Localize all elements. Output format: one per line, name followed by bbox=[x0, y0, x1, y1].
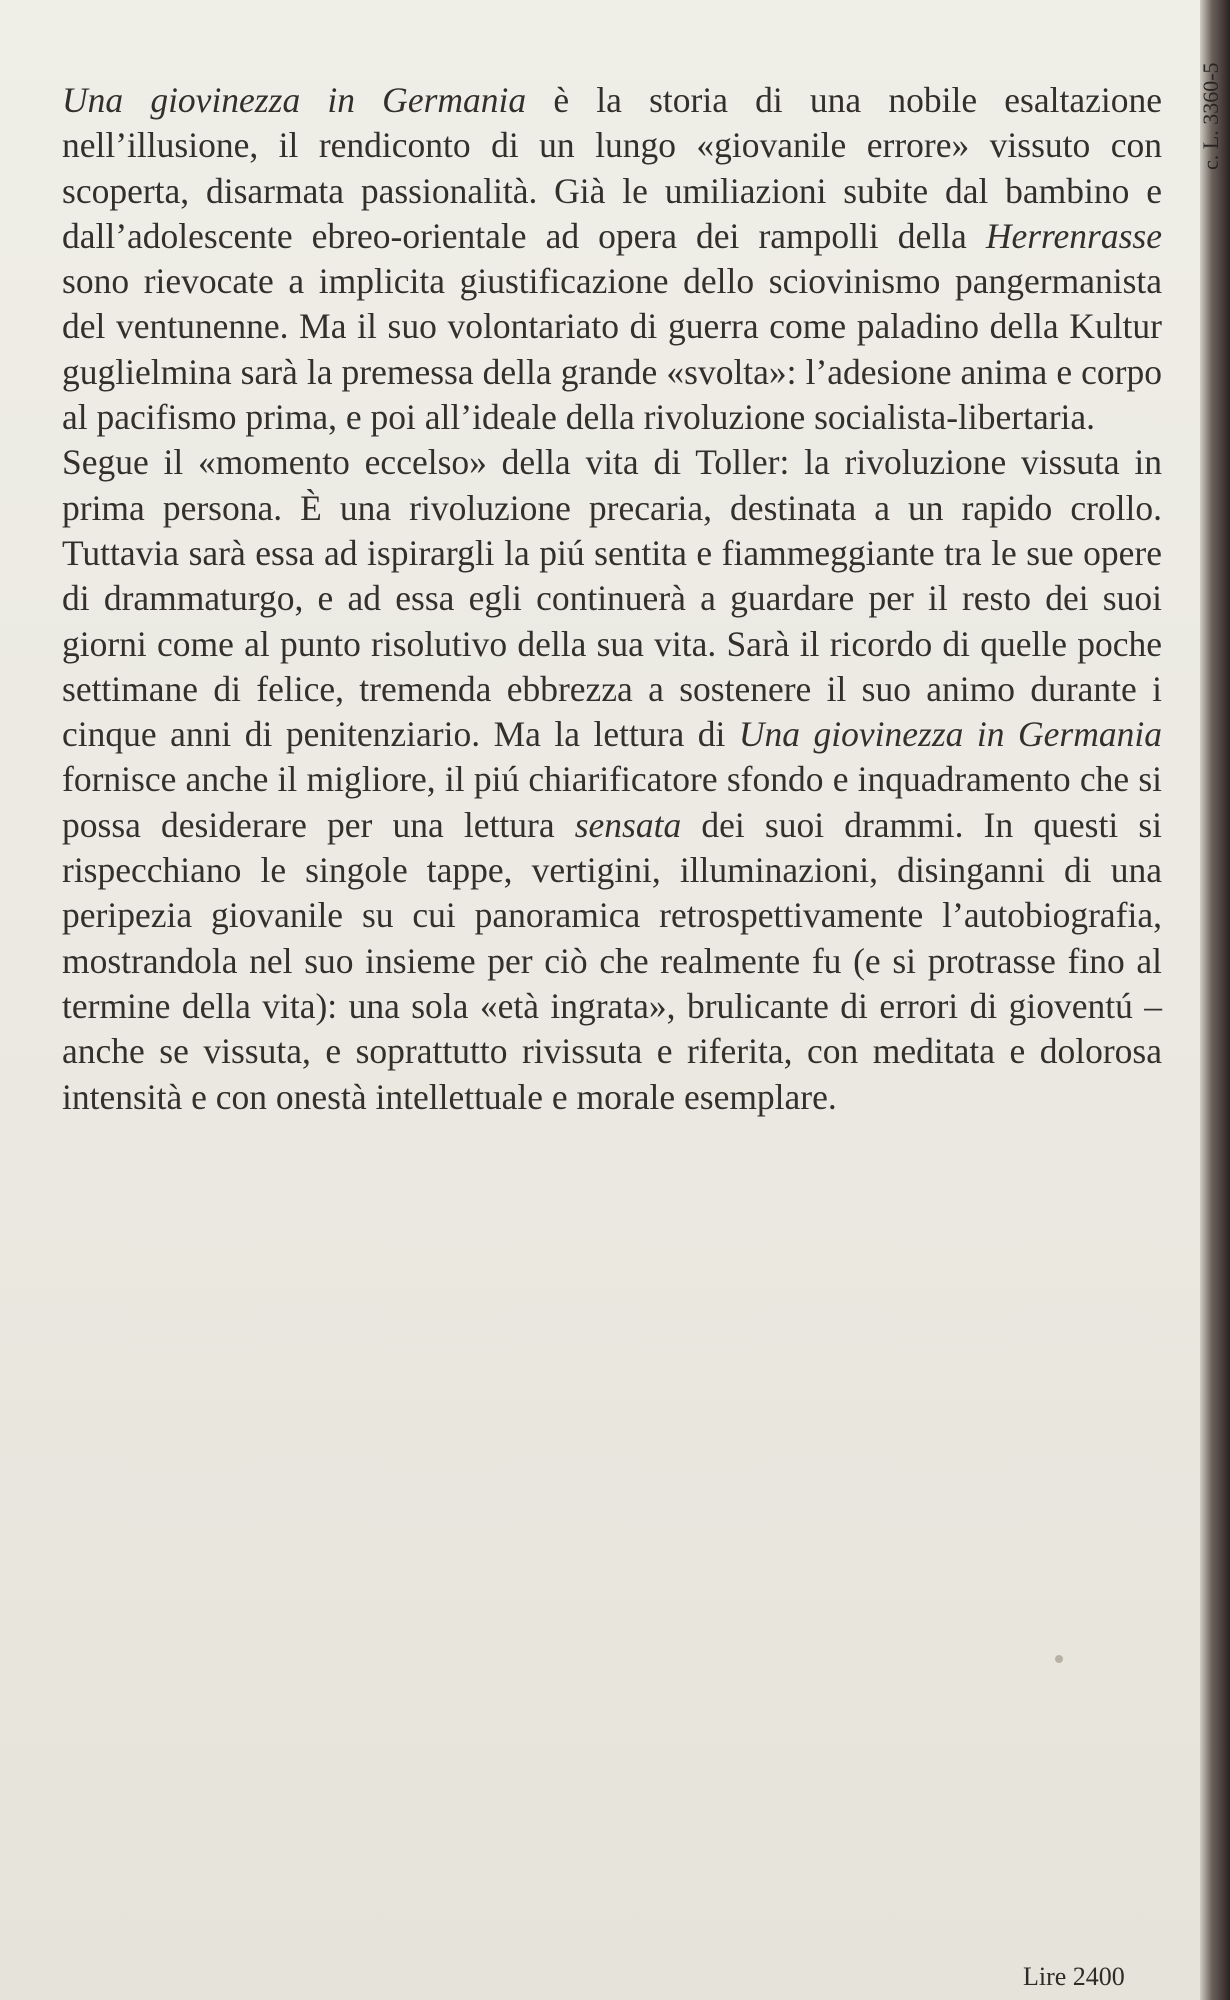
term-herrenrasse: Herrenrasse bbox=[985, 215, 1162, 256]
book-spine-edge bbox=[1200, 0, 1230, 2000]
book-title: Una giovinezza in Germania bbox=[738, 714, 1162, 755]
price-label: Lire 2400 bbox=[1023, 1962, 1125, 1991]
catalog-code: c. L. 3360-5 bbox=[1198, 62, 1223, 170]
blurb-text bbox=[62, 78, 1162, 1120]
blurb-paragraph-2: Segue il «momento eccelso» della vita di Toller: la rivoluzione vissuta in prima persona. È una rivoluzione precaria, destinata a un rapido crollo. Tuttavia sarà essa ad ispirargli la piú sentita e fiammeggiante tra le sue opere di drammaturgo, e ad essa egli continuerà a guardare per il resto dei suoi giorni come al punto risolutivo della sua vita. Sarà il ricordo di quelle poche settimane di felice, tremenda ebbrezza a sostenere il suo animo durante i cinque anni di penitenziario. Ma la lettura di Una giovinezza in Germania fornisce anche il migliore, il piú chiarificatore sfondo e inquadramento che si possa desiderare per una lettura sensata dei suoi drammi. In questi si rispecchiano le singole tappe, vertigini, illuminazioni, disinganni di una peripezia giovanile su cui panoramica retrospettivamente l’autobiografia, mostrandola nel suo insieme per ciò che realmente fu (e si protrasse fino al termine della vita): una sola «età ingrata», brulicante di errori di gioventú – anche se vissuta, e soprattutto rivissuta e riferita, con meditata e dolorosa intensità e con onestà intellettuale e morale esemplare. bbox=[62, 442, 1163, 1117]
paper-speck bbox=[1055, 1655, 1063, 1663]
book-title: Una giovinezza in Germania bbox=[62, 80, 527, 120]
term-sensata: sensata bbox=[574, 804, 682, 845]
blurb-paragraph-1: Una giovinezza in Germania è la storia di una nobile esaltazione nell’illusione, il rendiconto di un lungo «giovanile errore» vissuto con scoperta, disarmata passionalità. Già le umiliazioni subite dal bambino e dall’adolescente ebreo-orientale ad opera dei rampolli della Herrenrasse sono rievocate a implicita giustificazione dello sciovinismo pangermanista del ventunenne. Ma il suo volontariato di guerra come paladino della Kultur guglielmina sarà la premessa della grande «svolta»: l’adesione anima e corpo al pacifismo prima, e poi all’ideale della rivoluzione socialista-libertaria. bbox=[62, 80, 1162, 438]
